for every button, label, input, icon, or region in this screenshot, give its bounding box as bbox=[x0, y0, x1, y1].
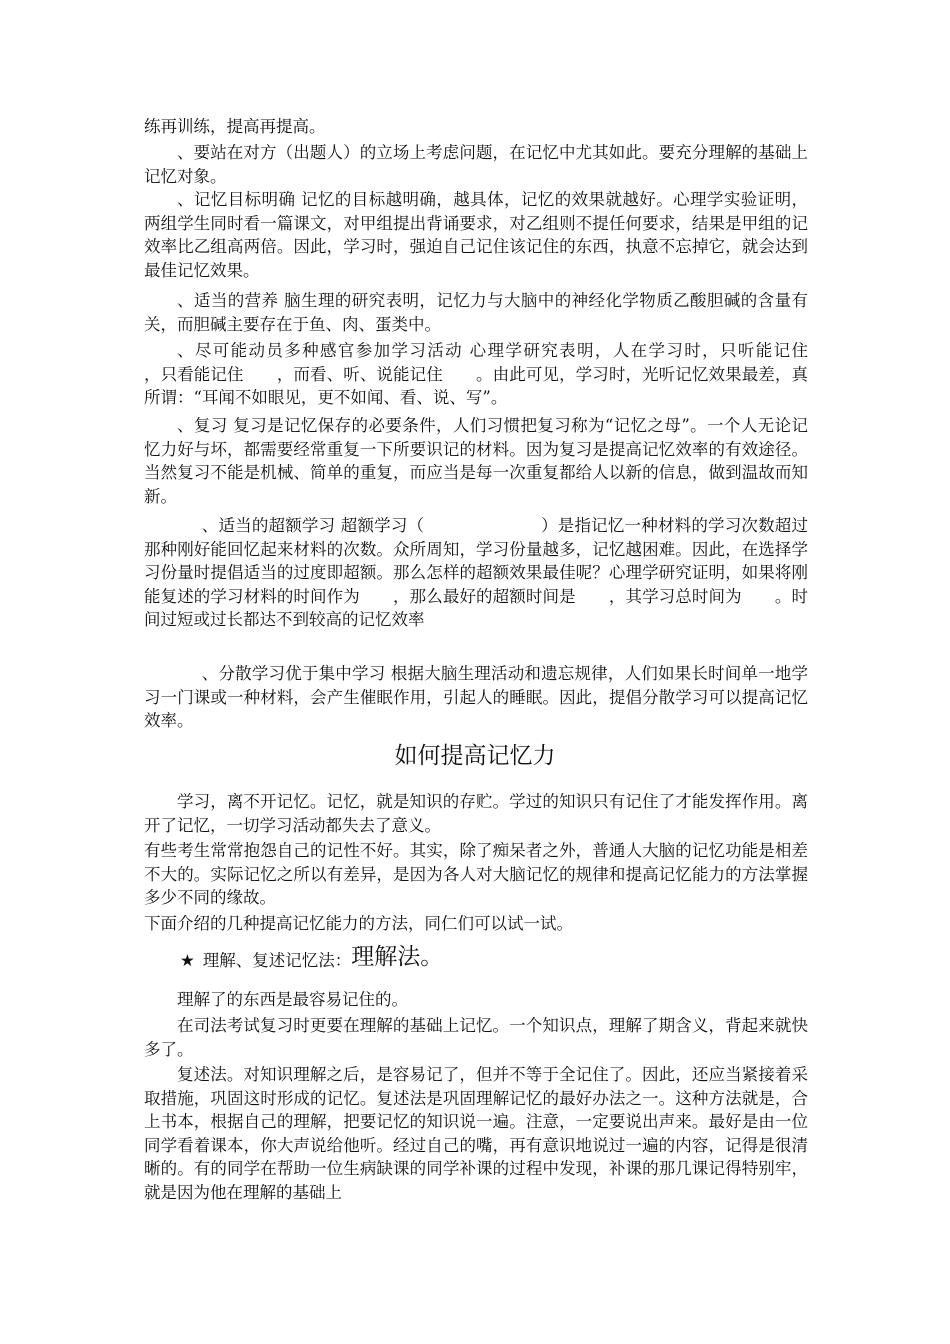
body-paragraph-1: 理解了的东西是最容易记住的。 bbox=[177, 990, 408, 1009]
paragraph-perspective: 、要站在对方（出题人）的立场上考虑问题，在记忆中尤其如此。要充分理解的基础上记忆对象。 bbox=[144, 143, 808, 186]
paragraph-nutrition: 、适当的营养 脑生理的研究表明，记忆力与大脑中的神经化学物质乙酸胆碱的含量有关，而胆碱主要存在于鱼、肉、蛋类中。 bbox=[144, 291, 808, 334]
star-icon: ★ bbox=[180, 951, 195, 970]
paragraph-senses: 、尽可能动员多种感官参加学习活动 心理学研究表明，人在学习时，只听能记住 ，只看能记住 ，而看、听、说能记住 。由此可见，学习时，光听记忆效果最差，真所谓：“耳闻不如眼见，更不如闻、看、说、写”。 bbox=[144, 341, 841, 407]
intro-paragraph-1: 学习，离不开记忆。记忆，就是知识的存贮。学过的知识只有记住了才能发挥作用。离开了记忆，一切学习活动都失去了意义。 bbox=[144, 792, 808, 835]
body-paragraph-2: 在司法考试复习时更要在理解的基础上记忆。一个知识点，理解了期含义，背起来就快多了。 bbox=[144, 1016, 808, 1059]
method-heading-big: 理解法。 bbox=[351, 944, 444, 970]
section-title: 如何提高记忆力 bbox=[394, 743, 556, 769]
paragraph-distributed-learning: 、分散学习优于集中学习 根据大脑生理活动和遗忘规律，人们如果长时间单一地学习一门课或一种材料，会产生催眠作用，引起人的睡眠。因此，提倡分散学习可以提高记忆效率。 bbox=[144, 664, 808, 730]
paragraph-review: 、复习 复习是记忆保存的必要条件，人们习惯把复习称为“记忆之母”。一个人无论记忆力好与坏，都需要经常重复一下所要识记的材料。因为复习是提高记忆效率的有效途径。当然复习不能是机械、简单的重复，而应当是每一次重复都给人以新的信息，做到温故而知新。 bbox=[144, 416, 808, 506]
intro-paragraph-2: 有些考生常常抱怨自己的记性不好。其实，除了痴呆者之外，普通人大脑的记忆功能是相差不大的。实际记忆之所以有差异，是因为各人对大脑记忆的规律和提高记忆能力的方法掌握多少不同的缘故。 bbox=[144, 841, 808, 907]
paragraph-training: 练再训练，提高再提高。 bbox=[144, 117, 326, 136]
intro-paragraph-3: 下面介绍的几种提高记忆能力的方法，同仁们可以试一试。 bbox=[144, 914, 573, 933]
paragraph-overlearning: 、适当的超额学习 超额学习（ ）是指记忆一种材料的学习次数超过那种刚好能回忆起来材料的次数。众所周知，学习份量越多，记忆越困难。因此，在选择学习份量时提倡适当的过度即超额。那么怎样的超额效果最佳呢？心理学研究证明，如果将刚能复述的学习材料的时间作为 ，那么最好的超额时间是 ，其学习总时间为 。时间过短或过长都达不到较高的记忆效率 bbox=[144, 516, 808, 629]
method-heading-label: 理解、复述记忆法： bbox=[202, 951, 352, 970]
body-paragraph-3: 复述法。对知识理解之后，是容易记了，但并不等于全记住了。因此，还应当紧接着采取措施，巩固这时形成的记忆。复述法是巩固理解记忆的最好办法之一。这种方法就是，合上书本，根据自己的理解，把要记忆的知识说一遍。注意，一定要说出声来。最好是由一位同学看着课本，你大声说给他听。经过自己的嘴，再有意识地说过一遍的内容，记得是很清晰的。有的同学在帮助一位生病缺课的同学补课的过程中发现，补课的那几课记得特别牢，就是因为他在理解的基础上 bbox=[144, 1065, 808, 1202]
method-heading bbox=[180, 944, 443, 974]
paragraph-clear-goal: 、记忆目标明确 记忆的目标越明确，越具体，记忆的效果就越好。心理学实验证明，两组学生同时看一篇课文，对甲组提出背诵要求，对乙组则不提任何要求，结果是甲组的记效率比乙组高两倍。因此，学习时，强迫自己记住该记住的东西，执意不忘掉它，就会达到最佳记忆效果。 bbox=[144, 190, 808, 280]
